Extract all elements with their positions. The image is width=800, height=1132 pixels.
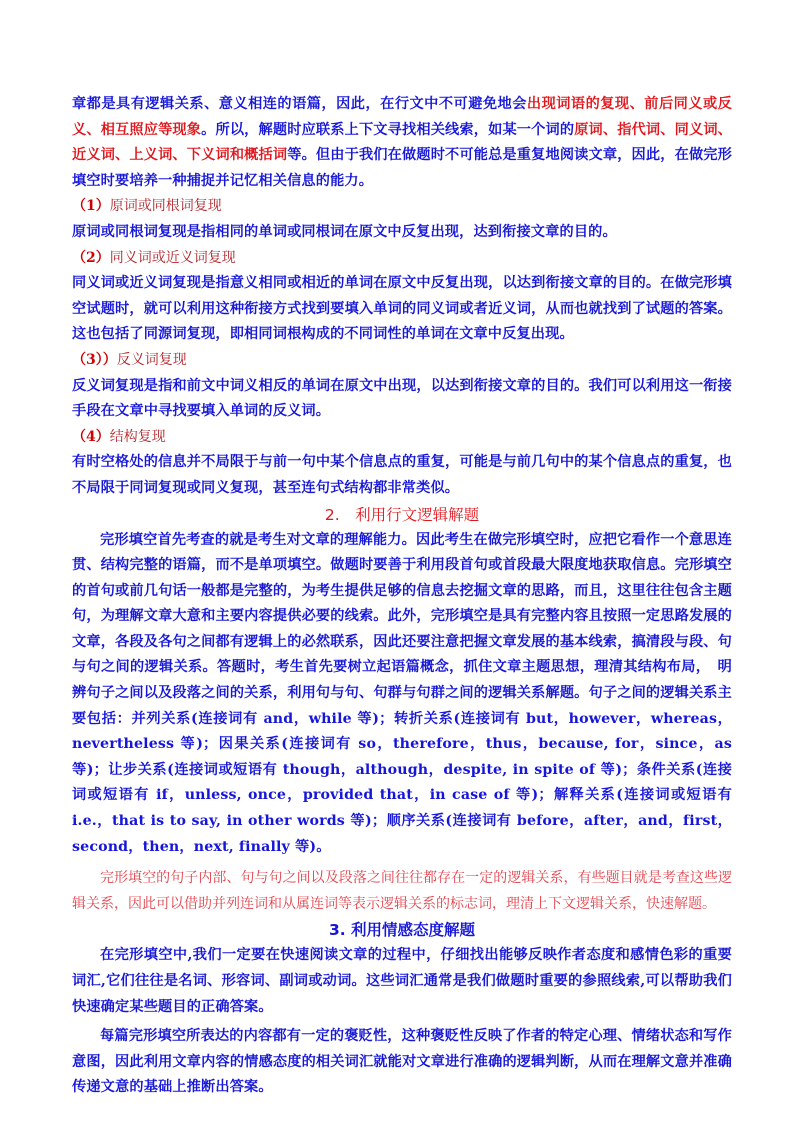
document-page: [72, 92, 732, 1101]
subsection-paragraph-4: 有时空格处的信息并不局限于与前一句中某个信息点的重复，可能是与前几句中的某个信息点的重复，也不局限于同词复现或同义复现，甚至连句式结构都非常类似。: [72, 454, 732, 496]
section-2-paragraph: 完形填空首先考查的就是考生对文章的理解能力。因此考生在做完形填空时，应把它看作一个意思连贯、结构完整的语篇，而不是单项填空。做题时要善于利用段首句或首段最大限度地获取信息。完形填空的首句或前几句话一般都是完整的，为考生提供足够的信息去挖掘文章的思路，而且，这里往往包含主题句，为理解文章大意和主要内容提供必要的线索。此外，完形填空是具有完整内容且按照一定思路发展的文章，各段及各句之间都有逻辑上的必然联系，因此还要注意把握文章发展的基本线索，搞清段与段、句与句之间的逻辑关系。答题时，考生首先要树立起语篇概念，抓住文章主题思想，理清其结构布局， 明辨句子之间以及段落之间的关系，利用句与句、句群与句群之间的逻辑关系解题。句子之间的逻辑关系主要包括：并列关系(连接词有 and，while 等)；转折关系(连接词有 but，however，whereas，nevertheless 等)；因果关系(连接词有 so，therefore，thus，because, for，since，as 等)；让步关系(连接词或短语有 though，although，despite, in spite of 等)；条件关系(连接词或短语有 if，unless, once，provided that，in case of 等)；解释关系(连接词或短语有 i.e.，that is to say, in other words 等)；顺序关系(连接词有 before，after，and，first，second，then，next, finally 等)。: [72, 531, 732, 855]
section-2-heading: 2. 利用行文逻辑解题: [324, 505, 480, 524]
subsection-title: 结构复现: [109, 428, 166, 445]
subsection-title: 反义词复现: [116, 351, 187, 368]
subsection-paragraph-1: 原词或同根词复现是指相同的单词或同根词在原文中反复出现，达到衔接文章的目的。: [72, 223, 617, 240]
subsection-paragraph-2: 同义词或近义词复现是指意义相同或相近的单词在原文中反复出现，以达到衔接文章的目的。在做完形填空试题时，就可以利用这种衔接方式找到要填入单词的同义词或者近义词，从而也就找到了试题的答案。这也包括了同源词复现，即相同词根构成的不同词性的单词在文章中反复出现。: [72, 275, 732, 343]
subsection-number: （1）: [72, 198, 110, 215]
subsection-title: 同义词或近义词复现: [109, 249, 236, 266]
section-3-paragraph-1: 在完形填空中,我们一定要在快速阅读文章的过程中，仔细找出能够反映作者态度和感情色彩的重要词汇,它们往往是名词、形容词、副词或动词。这些词汇通常是我们做题时重要的参照线索,可以帮助我们快速确定某些题目的正确答案。: [72, 947, 732, 1015]
section-2-red-paragraph: 完形填空的句子内部、句与句之间以及段落之间往往都存在一定的逻辑关系，有些题目就是考查这些逻辑关系，因此可以借助并列连词和从属连词等表示逻辑关系的标志词，理清上下文逻辑关系，快速解题。: [72, 870, 732, 912]
section-3-heading: 3. 利用情感态度解题: [328, 921, 476, 940]
subsection-number: （4）: [72, 428, 110, 445]
intro-highlight-1: 出现词语的复现、前后同义或反义、相互照应等现象: [72, 96, 732, 138]
subsection-heading-4: [72, 425, 732, 451]
subsection-title: 原词或同根词复现: [109, 198, 222, 215]
intro-text-3: 等。但由于我们在做题时不可能总是重复地阅读文章，因此，在做完形填空时要培养一种捕捉并记忆相关信息的能力。: [72, 147, 732, 189]
intro-highlight-2: 原词、指代词、同义词、近义词、上义词、下义词和概括词: [72, 121, 733, 164]
subsection-heading-1: [72, 194, 732, 220]
section-3-paragraph-2: 每篇完形填空所表达的内容都有一定的褒贬性，这种褒贬性反映了作者的特定心理、情绪状态和写作意图，因此利用文章内容的情感态度的相关词汇就能对文章进行准确的逻辑判断，从而在理解文意并准确传递文意的基础上推断出答案。: [72, 1028, 732, 1096]
subsection-number: （2）: [72, 249, 110, 266]
subsection-paragraph-3: 反义词复现是指和前文中词义相反的单词在原文中出现，以达到衔接文章的目的。我们可以利用这一衔接手段在文章中寻找要填入单词的反义词。: [72, 377, 732, 420]
subsection-number: （3））: [72, 351, 117, 368]
intro-text-1: 章都是具有逻辑关系、意义相连的语篇，因此，在行文中不可避免地会: [72, 96, 527, 112]
subsection-heading-2: [72, 246, 732, 272]
intro-paragraph: [72, 92, 732, 194]
subsection-heading-3: [72, 348, 732, 374]
intro-text-2: 。所以，解题时应联系上下文寻找相关线索，如某一个词的: [201, 121, 575, 138]
